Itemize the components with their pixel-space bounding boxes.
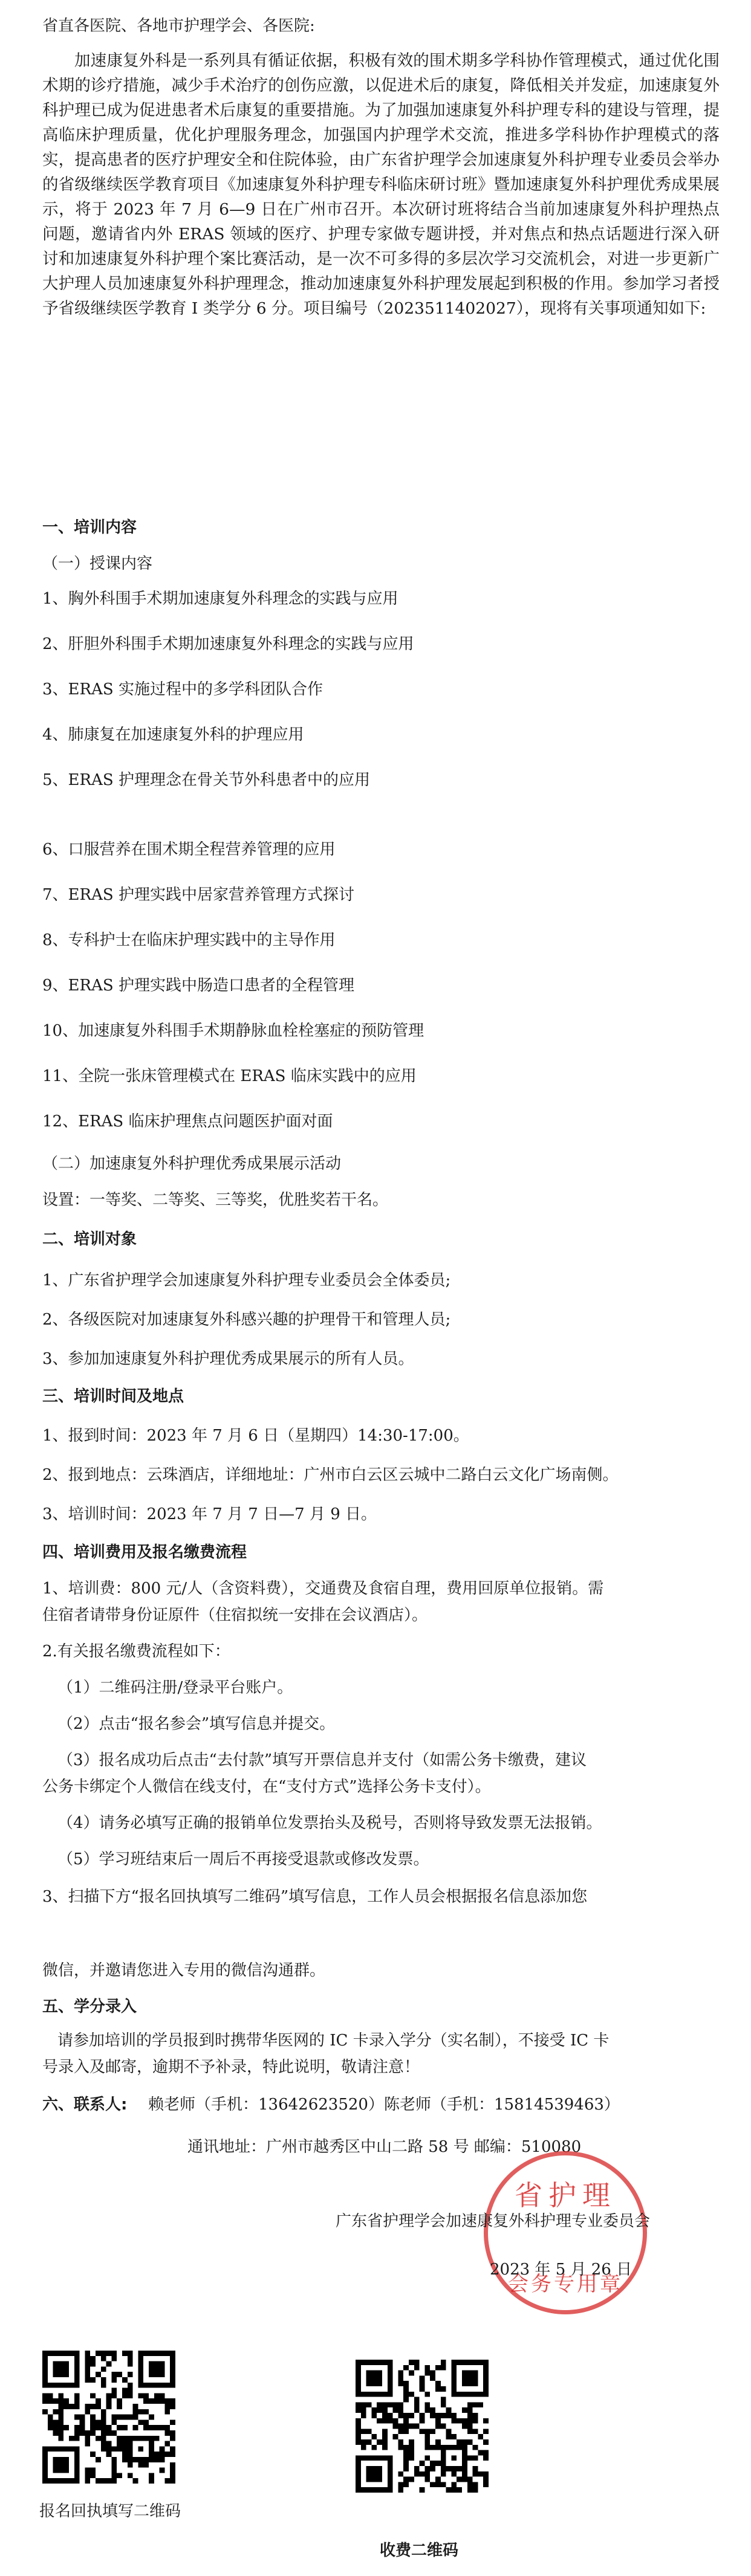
list-item: 8、专科护士在临床护理实践中的主导作用 (42, 931, 336, 949)
step-item: （5）学习班结束后一周后不再接受退款或修改发票。 (57, 1850, 429, 1868)
section6-heading: 六、联系人: (42, 2096, 128, 2114)
list-item: 9、ERAS 护理实践中肠造口患者的全程管理 (42, 976, 354, 995)
scan-line: 3、扫描下方“报名回执填写二维码”填写信息，工作人员会根据报名信息添加您 (42, 1888, 588, 1906)
list-item: 3、培训时间：2023 年 7 月 7 日—7 月 9 日。 (42, 1505, 377, 1523)
list-item: 3、参加加速康复外科护理优秀成果展示的所有人员。 (42, 1350, 414, 1368)
seal-bottom-text: 会务专用章 (508, 2272, 623, 2296)
section2-heading: 二、培训对象 (42, 1230, 137, 1248)
payment-qr-code[interactable] (356, 2360, 489, 2493)
section1-sub1: （一）授课内容 (42, 555, 153, 573)
payment-qr-caption: 收费二维码 (380, 2542, 459, 2560)
list-item: 1、广东省护理学会加速康复外科护理专业委员会全体委员; (42, 1271, 451, 1290)
list-item: 2、报到地点：云珠酒店，详细地址：广州市白云区云城中二路白云文化广场南侧。 (42, 1466, 619, 1484)
section4-heading: 四、培训费用及报名缴费流程 (42, 1543, 247, 1561)
step-item: （1）二维码注册/登录平台账户。 (57, 1679, 293, 1697)
step-item: 公务卡绑定个人微信在线支付，在“支付方式”选择公务卡支付）。 (42, 1778, 491, 1796)
list-item: 10、加速康复外科围手术期静脉血栓栓塞症的预防管理 (42, 1022, 424, 1040)
signature-date: 2023 年 5 月 26 日 (490, 2261, 632, 2279)
scan-line: 微信，并邀请您进入专用的微信沟通群。 (42, 1961, 326, 1980)
address-line: 通讯地址：广州市越秀区中山二路 58 号 邮编：510080 (187, 2138, 582, 2156)
list-item: 2、各级医院对加速康复外科感兴趣的护理骨干和管理人员; (42, 1311, 451, 1329)
official-seal (484, 2151, 647, 2314)
section1-sub2: （二）加速康复外科护理优秀成果展示活动 (42, 1155, 342, 1173)
awards-line: 设置：一等奖、二等奖、三等奖，优胜奖若干名。 (42, 1191, 389, 1209)
list-item: 1、胸外科围手术期加速康复外科理念的实践与应用 (42, 590, 398, 608)
list-item: 1、报到时间：2023 年 7 月 6 日（星期四）14:30-17:00。 (42, 1427, 469, 1445)
section5-heading: 五、学分录入 (42, 1998, 137, 2016)
signature-org: 广东省护理学会加速康复外科护理专业委员会 (336, 2212, 651, 2230)
step-item: （2）点击“报名参会”填写信息并提交。 (57, 1715, 336, 1733)
salutation: 省直各医院、各地市护理学会、各医院: (42, 17, 315, 35)
credit-line: 号录入及邮寄，逾期不予补录，特此说明，敬请注意！ (42, 2058, 420, 2076)
contacts-line: 赖老师（手机：13642623520）陈老师（手机：15814539463） (148, 2096, 620, 2114)
list-item: 3、ERAS 实施过程中的多学科团队合作 (42, 680, 323, 699)
process-title: 2.有关报名缴费流程如下： (42, 1642, 230, 1661)
list-item: 11、全院一张床管理模式在 ERAS 临床实践中的应用 (42, 1067, 417, 1085)
list-item: 7、ERAS 护理实践中居家营养管理方式探讨 (42, 886, 354, 904)
section1-heading: 一、培训内容 (42, 518, 137, 537)
section3-heading: 三、培训时间及地点 (42, 1387, 184, 1406)
registration-qr-code[interactable] (42, 2351, 175, 2484)
step-item: （3）报名成功后点击“去付款”填写开票信息并支付（如需公务卡缴费，建议 (57, 1751, 587, 1769)
intro-paragraph: 加速康复外科是一系列具有循证依据，积极有效的围术期多学科协作管理模式，通过优化围术期的诊疗措施，减少手术治疗的创伤应激，以促进术后的康复，降低相关并发症，加速康复外科护理已成为促进患者术后康复的重要措施。为了加强加速康复外科护理专科的建设与管理，提高临床护理质量，优化护理服务理念，加强国内护理学术交流，推进多学科协作护理模式的落实，提高患者的医疗护理安全和住院体验，由广东省护理学会加速康复外科护理专业委员会举办的省级继续医学教育项目《加速康复外科护理专科临床研讨班》暨加速康复外科护理优秀成果展示，将于 2023 年 7 月 6—9 日在广州市召开。本次研讨班将结合当前加速康复外科护理热点问题，邀请省内外 ERAS 领域的医疗、护理专家做专题讲授，并对焦点和热点话题进行深入研讨和加速康复外科护理个案比赛活动，是一次不可多得的多层次学习交流机会，对进一步更新广大护理人员加速康复外科护理理念，推动加速康复外科护理发展起到积极的作用。参加学习者授予省级继续医学教育 I 类学分 6 分。项目编号（2023511402027），现将有关事项通知如下: (42, 51, 720, 318)
fee-line: 1、培训费：800 元/人（含资料费），交通费及食宿自理，费用回原单位报销。需 (42, 1580, 604, 1598)
list-item: 4、肺康复在加速康复外科的护理应用 (42, 726, 304, 744)
fee-line: 住宿者请带身份证原件（住宿拟统一安排在会议酒店）。 (42, 1606, 428, 1624)
step-item: （4）请务必填写正确的报销单位发票抬头及税号，否则将导致发票无法报销。 (57, 1814, 602, 1832)
list-item: 2、肝胆外科围手术期加速康复外科理念的实践与应用 (42, 635, 414, 653)
registration-qr-caption: 报名回执填写二维码 (39, 2502, 181, 2520)
list-item: 6、口服营养在围术期全程营养管理的应用 (42, 841, 336, 859)
list-item: 12、ERAS 临床护理焦点问题医护面对面 (42, 1112, 333, 1131)
list-item: 5、ERAS 护理理念在骨关节外科患者中的应用 (42, 771, 370, 789)
credit-line: 请参加培训的学员报到时携带华医网的 IC 卡录入学分（实名制），不接受 IC 卡 (57, 2032, 610, 2050)
seal-top-text: 省护理 (515, 2179, 616, 2212)
